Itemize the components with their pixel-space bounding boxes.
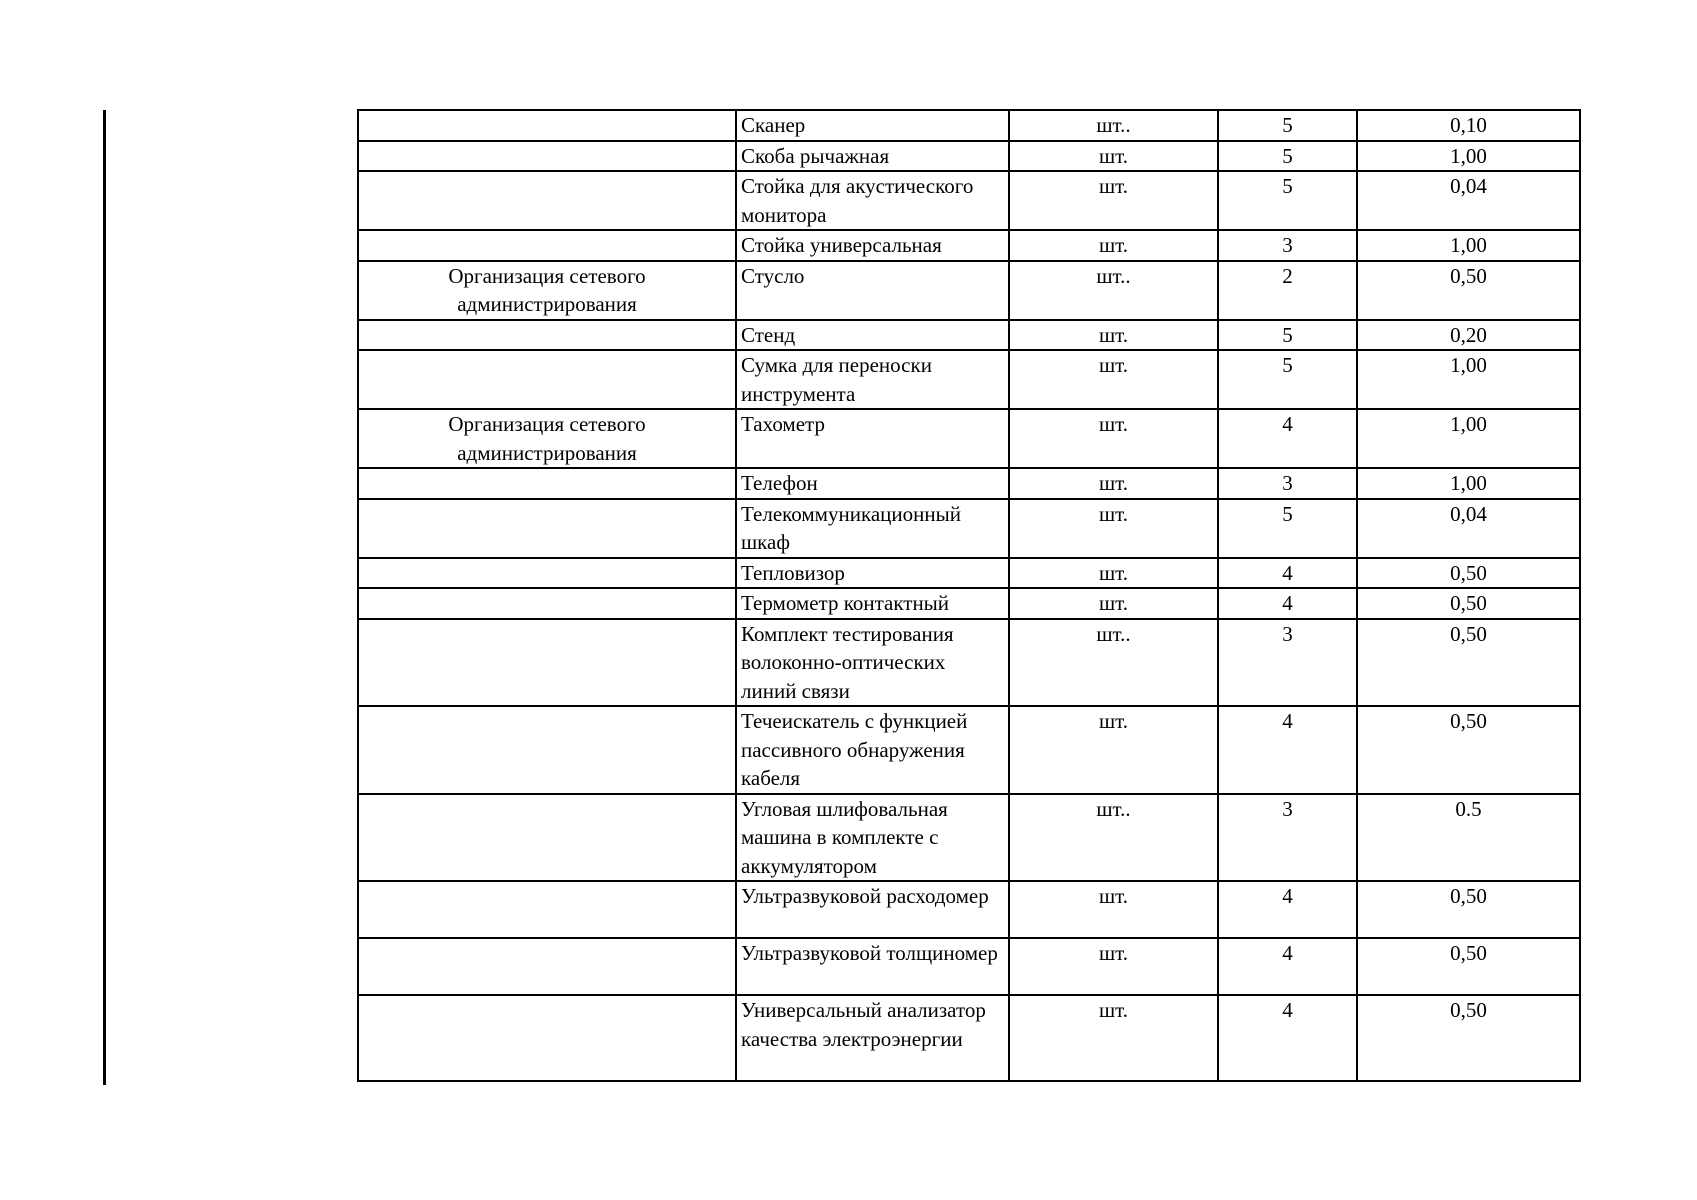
table-row [358,499,1580,558]
page-margin-rule [103,110,106,1085]
value-cell: 1,00 [1357,230,1580,261]
quantity-cell: 4 [1218,706,1357,794]
organization-cell [358,619,736,707]
item-name-cell: Ультразвуковой расходомер [736,881,1009,938]
unit-cell: шт. [1009,558,1218,589]
table-row [358,110,1580,141]
table-row [358,171,1580,230]
table-row [358,350,1580,409]
value-cell: 0,50 [1357,938,1580,995]
organization-cell [358,938,736,995]
table-row [358,230,1580,261]
unit-cell: шт. [1009,230,1218,261]
organization-cell [358,558,736,589]
organization-cell [358,588,736,619]
organization-cell: Организация сетевого администрирования [358,261,736,320]
item-name-cell: Комплект тестирования волоконно-оптических линий связи [736,619,1009,707]
unit-cell: шт. [1009,881,1218,938]
quantity-cell: 3 [1218,468,1357,499]
table-row [358,261,1580,320]
quantity-cell: 3 [1218,794,1357,882]
unit-cell: шт. [1009,706,1218,794]
unit-cell: шт. [1009,171,1218,230]
quantity-cell: 5 [1218,141,1357,172]
value-cell: 1,00 [1357,350,1580,409]
table-row [358,558,1580,589]
table-row [358,468,1580,499]
item-name-cell: Стенд [736,320,1009,351]
organization-cell [358,141,736,172]
table-row [358,706,1580,794]
item-name-cell: Угловая шлифовальная машина в комплекте с аккумулятором [736,794,1009,882]
value-cell: 0,50 [1357,619,1580,707]
organization-cell [358,171,736,230]
value-cell: 0.5 [1357,794,1580,882]
unit-cell: шт. [1009,468,1218,499]
item-name-cell: Течеискатель с функцией пассивного обнаружения кабеля [736,706,1009,794]
organization-cell [358,320,736,351]
item-name-cell: Телекоммуникационный шкаф [736,499,1009,558]
value-cell: 0,04 [1357,499,1580,558]
value-cell: 1,00 [1357,141,1580,172]
quantity-cell: 3 [1218,619,1357,707]
organization-cell [358,995,736,1081]
unit-cell: шт.. [1009,619,1218,707]
quantity-cell: 4 [1218,409,1357,468]
unit-cell: шт.. [1009,261,1218,320]
quantity-cell: 4 [1218,558,1357,589]
table-row [358,995,1580,1081]
table-row [358,409,1580,468]
quantity-cell: 5 [1218,499,1357,558]
unit-cell: шт.. [1009,110,1218,141]
unit-cell: шт. [1009,938,1218,995]
value-cell: 1,00 [1357,468,1580,499]
value-cell: 0,50 [1357,558,1580,589]
quantity-cell: 3 [1218,230,1357,261]
organization-cell [358,881,736,938]
value-cell: 0,50 [1357,881,1580,938]
table-row [358,141,1580,172]
item-name-cell: Телефон [736,468,1009,499]
organization-cell [358,110,736,141]
quantity-cell: 4 [1218,995,1357,1081]
item-name-cell: Сумка для переноски инструмента [736,350,1009,409]
value-cell: 0,50 [1357,706,1580,794]
organization-cell [358,706,736,794]
item-name-cell: Термометр контактный [736,588,1009,619]
item-name-cell: Сканер [736,110,1009,141]
value-cell: 0,50 [1357,995,1580,1081]
table-row [358,938,1580,995]
quantity-cell: 4 [1218,938,1357,995]
quantity-cell: 5 [1218,320,1357,351]
organization-cell [358,499,736,558]
item-name-cell: Ультразвуковой толщиномер [736,938,1009,995]
quantity-cell: 2 [1218,261,1357,320]
table-row [358,619,1580,707]
table-row [358,588,1580,619]
unit-cell: шт. [1009,588,1218,619]
organization-cell [358,350,736,409]
organization-cell [358,468,736,499]
unit-cell: шт. [1009,141,1218,172]
unit-cell: шт.. [1009,794,1218,882]
quantity-cell: 4 [1218,881,1357,938]
organization-cell [358,794,736,882]
unit-cell: шт. [1009,499,1218,558]
unit-cell: шт. [1009,320,1218,351]
item-name-cell: Тепловизор [736,558,1009,589]
organization-cell [358,230,736,261]
unit-cell: шт. [1009,409,1218,468]
quantity-cell: 5 [1218,110,1357,141]
value-cell: 1,00 [1357,409,1580,468]
value-cell: 0,10 [1357,110,1580,141]
equipment-table-body [358,110,1580,1081]
quantity-cell: 5 [1218,350,1357,409]
unit-cell: шт. [1009,350,1218,409]
table-row [358,881,1580,938]
item-name-cell: Скоба рычажная [736,141,1009,172]
item-name-cell: Стойка для акустического монитора [736,171,1009,230]
item-name-cell: Универсальный анализатор качества электроэнергии [736,995,1009,1081]
value-cell: 0,20 [1357,320,1580,351]
item-name-cell: Стусло [736,261,1009,320]
table-row [358,320,1580,351]
value-cell: 0,04 [1357,171,1580,230]
value-cell: 0,50 [1357,261,1580,320]
quantity-cell: 5 [1218,171,1357,230]
organization-cell: Организация сетевого администрирования [358,409,736,468]
item-name-cell: Тахометр [736,409,1009,468]
equipment-table [357,109,1581,1082]
value-cell: 0,50 [1357,588,1580,619]
item-name-cell: Стойка универсальная [736,230,1009,261]
unit-cell: шт. [1009,995,1218,1081]
quantity-cell: 4 [1218,588,1357,619]
table-row [358,794,1580,882]
